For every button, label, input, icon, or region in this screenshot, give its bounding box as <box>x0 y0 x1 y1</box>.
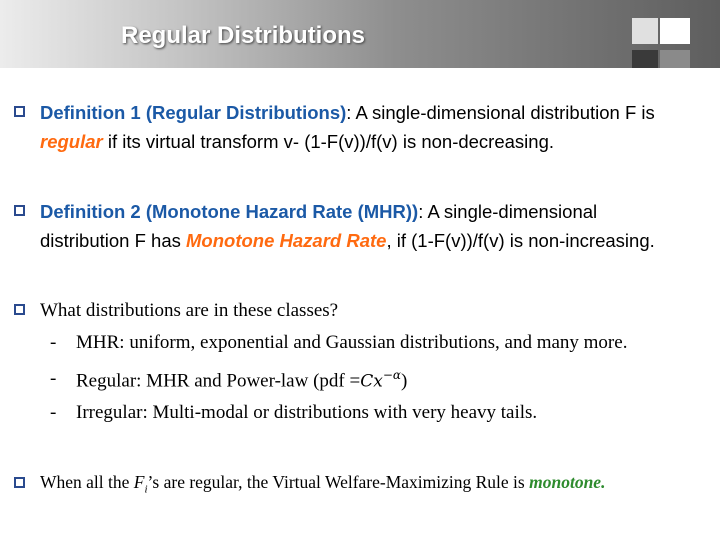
statement-var: F <box>133 472 145 492</box>
statement-term: monotone. <box>529 472 606 492</box>
bullet-square-icon <box>14 106 25 117</box>
definition-2-text-3: , if (1-F(v))/f(v) is non-increasing. <box>386 230 655 251</box>
statement-subscript: i <box>144 483 148 496</box>
definition-1-text-2: if its virtual transform v- (1-F(v))/f(v) is non-decreasing. <box>102 131 554 152</box>
bullet-square-icon <box>14 477 25 488</box>
definition-2-text-2: distribution F has <box>40 230 187 251</box>
power-law-exponent: −α <box>382 368 401 382</box>
definition-1 <box>40 98 655 156</box>
question-text: What distributions are in these classes? <box>40 300 339 321</box>
definition-2-term: Monotone Hazard Rate <box>186 230 387 251</box>
dash-marker: - <box>50 332 57 353</box>
definition-2-label: Definition 2 (Monotone Hazard Rate (MHR)) <box>40 201 419 222</box>
decorative-square-1 <box>632 18 658 44</box>
definition-2 <box>40 197 655 255</box>
list-item-regular-text: Regular: MHR and Power-law (pdf = <box>76 370 361 392</box>
statement-text-2: ’s are regular, the Virtual Welfare-Maximizing Rule is <box>147 472 530 492</box>
definition-2-text: : A single-dimensional <box>418 201 598 222</box>
definition-1-term: regular <box>40 131 103 152</box>
statement-text-1: When all the <box>40 472 134 492</box>
bullet-square-icon <box>14 304 25 315</box>
decorative-square-3 <box>632 50 658 68</box>
title-bar <box>0 0 720 68</box>
list-item-irregular: Irregular: Multi-modal or distributions with very heavy tails. <box>76 402 538 423</box>
bullet-square-icon <box>14 205 25 216</box>
dash-marker: - <box>50 368 57 389</box>
list-item-mhr: MHR: uniform, exponential and Gaussian distributions, and many more. <box>76 332 628 353</box>
definition-1-text: : A single-dimensional distribution F is <box>346 102 655 123</box>
power-law-formula: Cx <box>360 371 383 392</box>
decorative-square-2 <box>660 18 690 44</box>
power-law-close: ) <box>400 370 408 392</box>
definition-1-label: Definition 1 (Regular Distributions) <box>40 102 347 123</box>
list-item-regular <box>76 368 407 392</box>
monotone-statement <box>40 468 605 505</box>
dash-marker: - <box>50 402 57 423</box>
slide-title: Regular Distributions <box>121 22 366 49</box>
decorative-square-4 <box>660 50 690 68</box>
